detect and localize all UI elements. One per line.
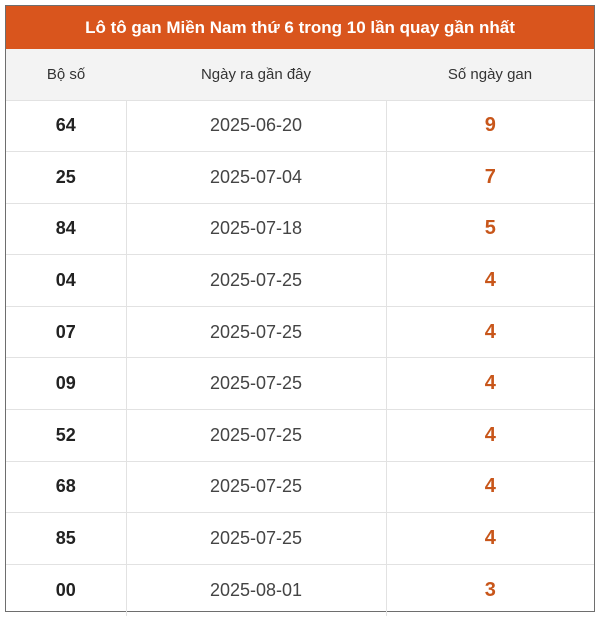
row-number: 04	[6, 255, 126, 307]
row-days: 4	[386, 358, 594, 410]
header-gan-days: Số ngày gan	[386, 49, 594, 100]
row-days: 7	[386, 152, 594, 204]
row-date: 2025-07-25	[126, 255, 386, 307]
row-number: 09	[6, 358, 126, 410]
table-row	[6, 255, 594, 307]
table-row	[6, 306, 594, 358]
row-number: 25	[6, 152, 126, 204]
table-row	[6, 152, 594, 204]
table-row	[6, 564, 594, 616]
row-number: 85	[6, 513, 126, 565]
row-date: 2025-08-01	[126, 564, 386, 616]
row-date: 2025-07-25	[126, 306, 386, 358]
row-days: 4	[386, 513, 594, 565]
row-date: 2025-07-25	[126, 410, 386, 462]
row-days: 4	[386, 306, 594, 358]
row-date: 2025-07-25	[126, 358, 386, 410]
row-number: 68	[6, 461, 126, 513]
table-row	[6, 513, 594, 565]
table-row	[6, 100, 594, 152]
row-days: 4	[386, 255, 594, 307]
row-days: 9	[386, 100, 594, 152]
row-date: 2025-07-25	[126, 461, 386, 513]
table-row	[6, 203, 594, 255]
row-number: 64	[6, 100, 126, 152]
table-row	[6, 461, 594, 513]
row-date: 2025-07-04	[126, 152, 386, 204]
row-number: 07	[6, 306, 126, 358]
row-date: 2025-07-25	[126, 513, 386, 565]
table-row	[6, 410, 594, 462]
header-recent-date: Ngày ra gần đây	[126, 49, 386, 100]
row-date: 2025-06-20	[126, 100, 386, 152]
row-number: 00	[55, 579, 76, 600]
lottery-table-card	[5, 5, 595, 612]
row-days: 4	[386, 410, 594, 462]
row-number: 52	[6, 410, 126, 462]
gan-table	[6, 49, 594, 616]
header-row	[6, 49, 594, 100]
row-days: 3	[386, 564, 594, 616]
row-days: 5	[386, 203, 594, 255]
row-number: 84	[6, 203, 126, 255]
header-number: Bộ số	[6, 49, 126, 100]
table-title: Lô tô gan Miền Nam thứ 6 trong 10 lần quay gần nhất	[6, 6, 594, 49]
row-date: 2025-07-18	[126, 203, 386, 255]
row-days: 4	[386, 461, 594, 513]
table-row	[6, 358, 594, 410]
